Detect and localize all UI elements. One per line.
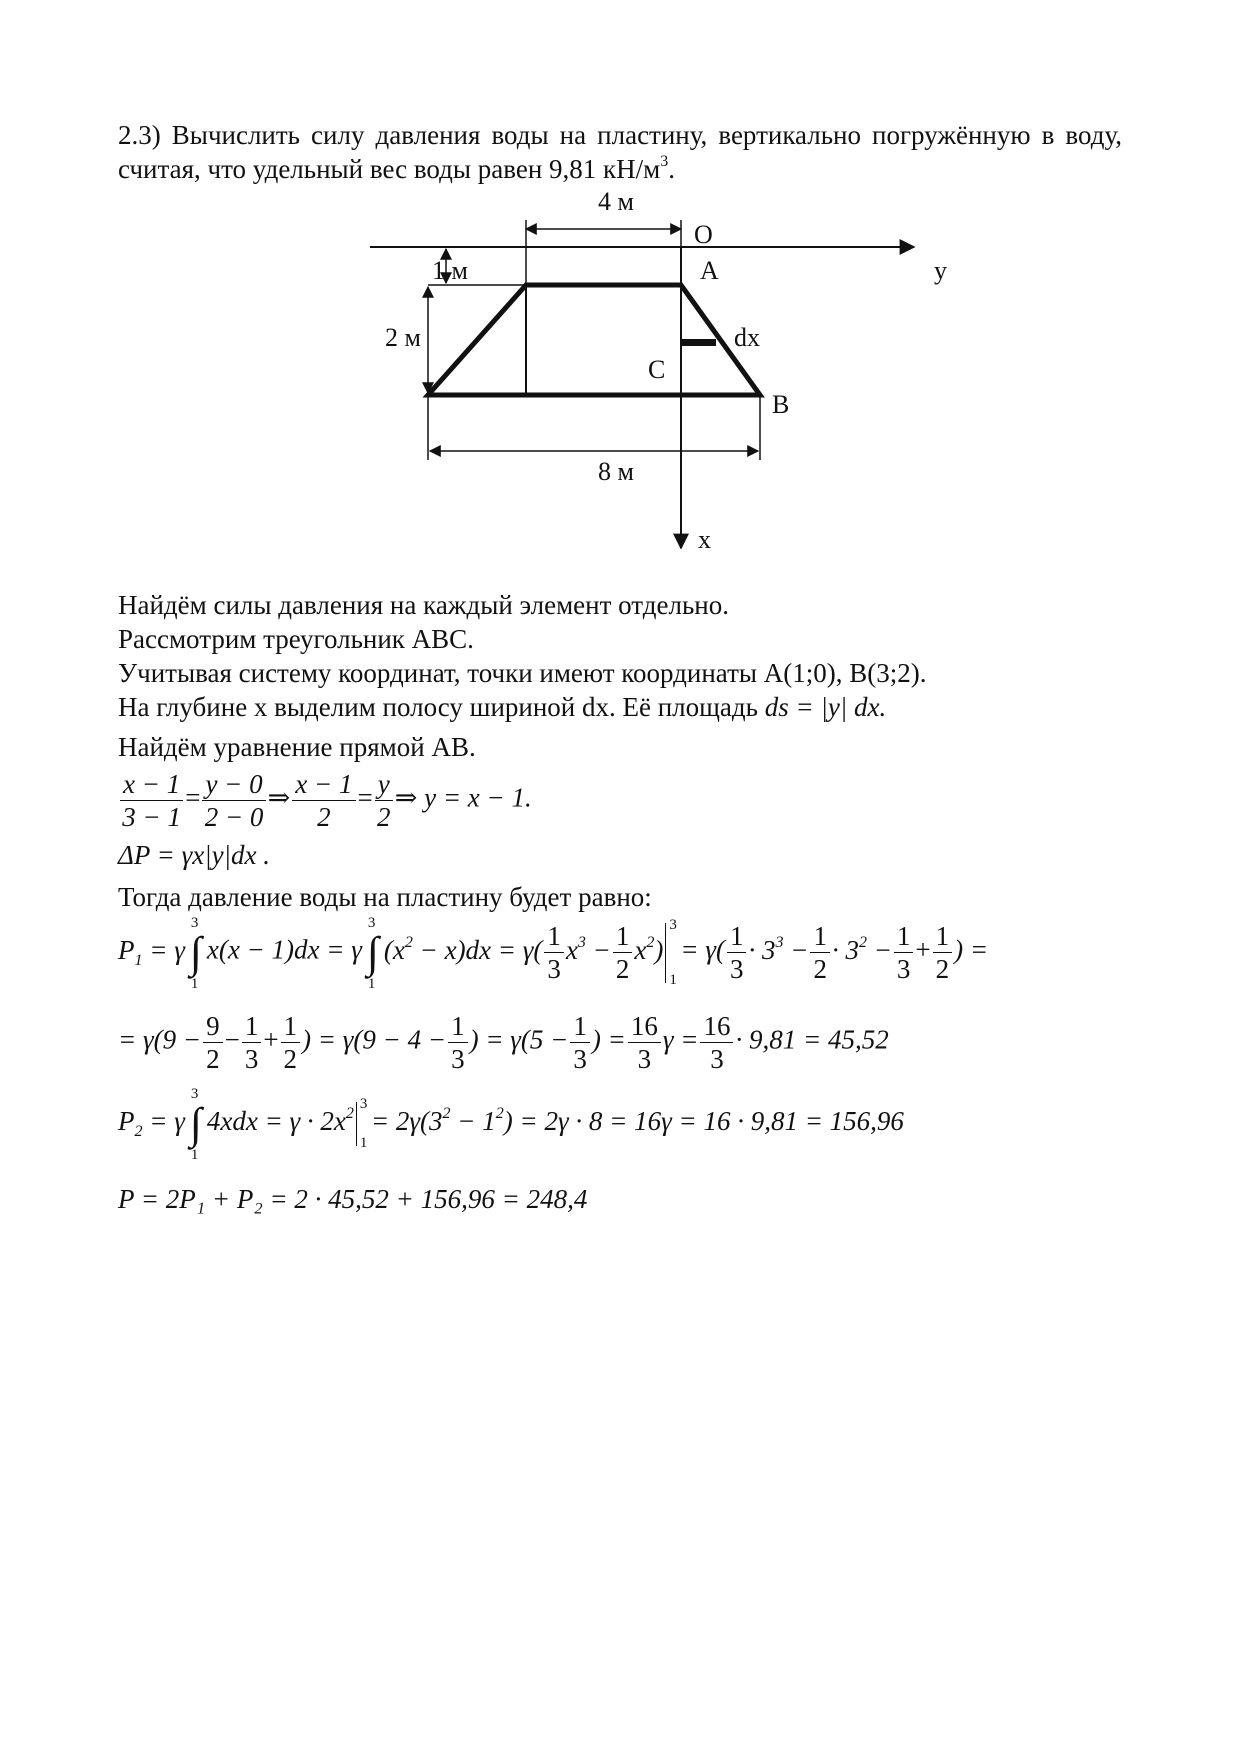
line-equation-result: ⇒ y = x − 1.	[394, 782, 532, 813]
body-line-4	[118, 690, 886, 724]
label-height: 2 м	[385, 323, 421, 352]
label-point-a: A	[700, 256, 719, 285]
body-line-7: Тогда давление воды на пластину будет равно:	[118, 882, 652, 912]
label-point-b: B	[772, 390, 790, 419]
problem-text: 2.3) Вычислить силу давления воды на пластину, вертикально погружённую в воду, считая, что удельный вес воды равен 9,81 кН/м	[118, 120, 1122, 184]
body-line-1: Найдём силы давления на каждый элемент отдельно.	[118, 590, 729, 620]
p2-equation: $P_2 = \gamma$ 3 ∫ 1 $4xdx = \gamma \cdot 2x^2$ 3 1 = $2\gamma(3^2 - 1^2) = 2\gamma \cdot 8 = 16\gamma = 16 \cdot 9,81 = 156,96$	[118, 1086, 904, 1163]
p1-result: = 45,52	[802, 1024, 889, 1055]
p1-equation-line1: $P_1 = \gamma$ 3 ∫ 1 x(x − 1)dx = γ 3 ∫ 1 $(x^2 - x)dx = \gamma$( $\frac{1}{3}$ $x^3$ − $\frac{1}{2}$ $x^2$) 3 1 = γ( $\frac{1}{3}$ · $3^3$ − $\frac{1}{2}$ · $3^2$ − $\frac{1}{3}$ + $\frac{1}{2}$ ) =	[118, 914, 989, 992]
label-strip: dx	[734, 323, 760, 352]
body-line-5: Найдём уравнение прямой AB.	[118, 732, 476, 762]
body-line-2: Рассмотрим треугольник ABC.	[118, 624, 474, 654]
line-equation: $\frac{x - 1}{3 - 1}$ = $\frac{y - 0}{2 - 0}$ ⇒ $\frac{x - 1}{2}$ = $\frac{y}{2}$ ⇒ y = x − 1.	[118, 768, 532, 833]
label-axis-x: x	[698, 525, 711, 554]
p1-equation-line2: = γ(9 − $\frac{9}{2}$ − $\frac{1}{3}$ + $\frac{1}{2}$ ) = γ(9 − 4 − $\frac{1}{3}$ ) = γ(5 − $\frac{1}{3}$ ) = $\frac{16}{3}$ γ = $\frac{16}{3}$ · 9,81 = 45,52	[118, 1011, 889, 1074]
total-pressure-equation: P = 2P₁ + P₂ = 2 · 45,52 + 156,96 = 248,4	[118, 1184, 588, 1214]
label-top-width: 4 м	[598, 187, 634, 216]
problem-end: .	[668, 154, 675, 184]
frac-y: $\frac{y - 0}{2 - 0}$	[202, 768, 265, 833]
body-line-4-text: На глубине x выделим полосу шириной dx. Её площадь	[118, 692, 758, 722]
body-line-3: Учитывая систему координат, точки имеют координаты A(1;0), B(3;2).	[118, 658, 927, 688]
label-point-c: C	[648, 355, 666, 384]
label-depth: 1 м	[432, 256, 468, 285]
label-axis-y: y	[934, 256, 947, 285]
unit-exponent: 3	[660, 153, 669, 170]
p2-result: = 156,96	[804, 1106, 904, 1137]
pressure-element-formula: ΔP = γx|y|dx .	[118, 840, 271, 870]
frac-x: $\frac{x - 1}{3 - 1}$	[120, 768, 183, 833]
label-bottom-width: 8 м	[598, 457, 634, 486]
label-origin: O	[694, 220, 713, 249]
trapezoid-diagram	[0, 0, 1239, 560]
strip-dx	[681, 339, 716, 346]
area-formula: ds = |y| dx.	[764, 692, 887, 722]
